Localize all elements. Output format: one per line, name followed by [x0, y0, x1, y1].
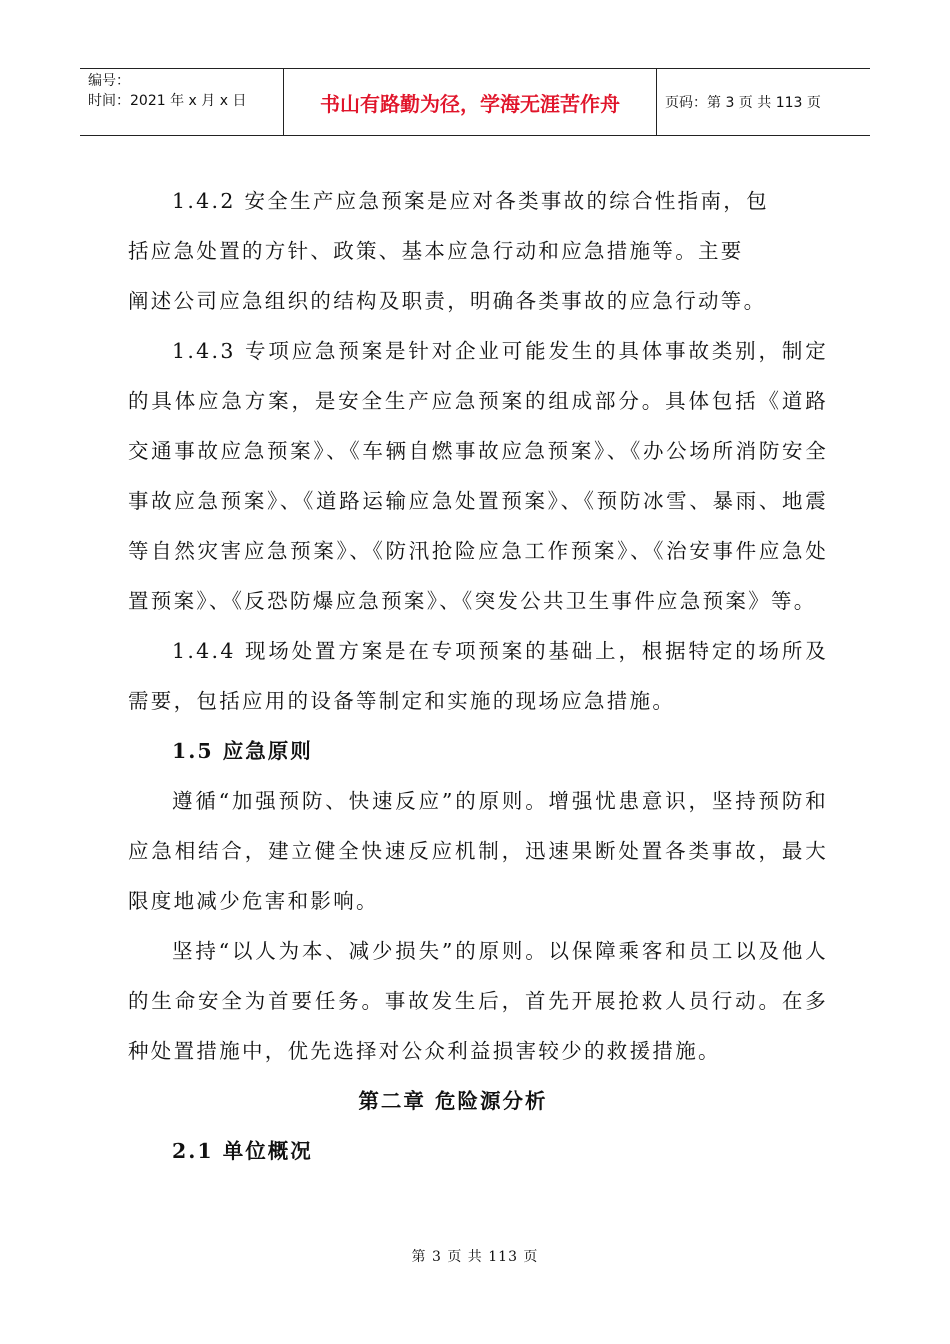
paragraph-1-4-2-line-1: 1.4.2 安全生产应急预案是应对各类事故的综合性指南，包: [172, 189, 769, 213]
section-heading-2-1: 2.1 单位概况: [172, 1139, 313, 1163]
document-date: 时间：2021 年 x 月 x 日: [88, 93, 247, 109]
paragraph-principle-prevention: 遵循“加强预防、快速反应”的原则。增强忧患意识，坚持预防和应急相结合，建立健全快速反应机制，迅速果断处置各类事故，最大限度地减少危害和影响。: [128, 789, 828, 913]
header-page-info: 页码：第 3 页 共 113 页: [665, 95, 821, 111]
document-body: [128, 176, 828, 1176]
paragraph-1-4-4: 1.4.4 现场处置方案是在专项预案的基础上，根据特定的场所及需要，包括应用的设备等制定和实施的现场应急措施。: [128, 639, 828, 713]
section-heading-1-5: 1.5 应急原则: [172, 739, 313, 763]
header-meta: [80, 69, 283, 135]
paragraph-principle-people: 坚持“以人为本、减少损失”的原则。以保障乘客和员工以及他人的生命安全为首要任务。事故发生后，首先开展抢救人员行动。在多种处置措施中，优先选择对公众利益损害较少的救援措施。: [128, 939, 828, 1063]
document-number-label: 编号：: [88, 73, 130, 89]
page-header: [80, 68, 870, 136]
paragraph-1-4-3: 1.4.3 专项应急预案是针对企业可能发生的具体事故类别，制定的具体应急方案，是安全生产应急预案的组成部分。具体包括《道路交通事故应急预案》、《车辆自燃事故应急预案》、《办公场所消防安全事故应急预案》、《道路运输应急处置预案》、《预防冰雪、暴雨、地震等自然灾害应急预案》、《防汛抢险应急工作预案》、《治安事件应急处置预案》、《反恐防爆应急预案》、《突发公共卫生事件应急预案》等。: [128, 339, 828, 613]
page-footer: 第 3 页 共 113 页: [411, 1249, 539, 1265]
chapter-title: 第二章 危险源分析: [358, 1089, 548, 1113]
paragraph-1-4-2-line-2: 括应急处置的方针、政策、基本应急行动和应急措施等。主要: [128, 239, 744, 263]
paragraph-1-4-2-line-3: 阐述公司应急组织的结构及职责，明确各类事故的应急行动等。: [128, 289, 767, 313]
header-motto: 书山有路勤为径，学海无涯苦作舟: [283, 69, 657, 135]
